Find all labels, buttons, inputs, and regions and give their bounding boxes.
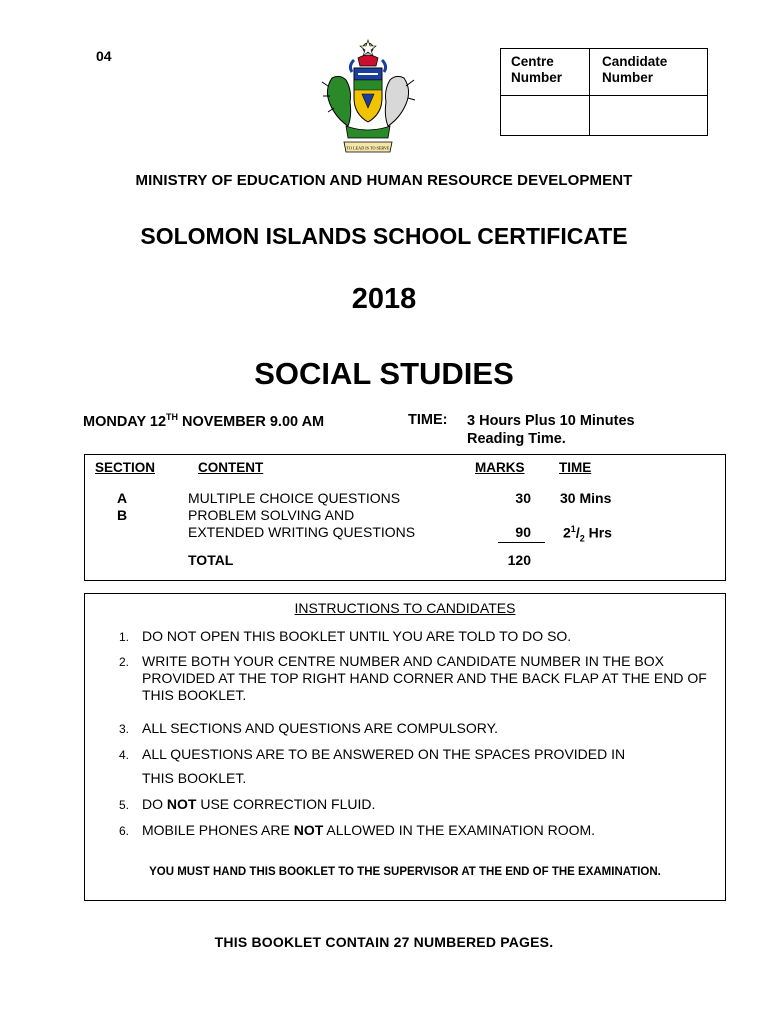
- centre-number-field[interactable]: [501, 96, 590, 135]
- svg-text:TO LEAD IS TO SERVE: TO LEAD IS TO SERVE: [346, 145, 390, 151]
- page-count-note: THIS BOOKLET CONTAIN 27 NUMBERED PAGES.: [214, 934, 554, 950]
- coat-of-arms-emblem: [318, 38, 418, 160]
- exam-time-label: TIME:: [408, 412, 448, 428]
- candidate-number-field[interactable]: [590, 96, 707, 135]
- instructions-box: INSTRUCTIONS TO CANDIDATES 1. DO NOT OPEN THIS BOOKLET UNTIL YOU ARE TOLD TO DO SO. 2. WRITE BOTH YOUR CENTRE NUMBER AND CANDIDATE NUMBER IN THE BOX PROVIDED AT THE TOP RIGHT HAND CORNER AND THE BACK FLAP AT THE END OF THIS BOOKLET. 3. ALL SECTIONS AND QUESTIONS ARE COMPULSORY. 4. ALL QUESTIONS ARE TO BE ANSWERED ON THE SPACES PROVIDED IN THIS BOOKLET. 5. DO NOT USE CORRECTION FLUID. 6. MOBILE PHONES ARE NOT ALLOWED IN THE EXAMINATION ROOM. YOU MUST HAND THIS BOOKLET TO THE SUPERVISOR AT THE END OF THE EXAMINATION.: [84, 593, 726, 901]
- row-b-section: B: [117, 507, 128, 523]
- row-b-marks: 90: [515, 524, 531, 540]
- row-b-content-line1: PROBLEM SOLVING AND: [188, 507, 355, 523]
- row-b-content-line2: EXTENDED WRITING QUESTIONS: [188, 524, 416, 540]
- instructions-note: YOU MUST HAND THIS BOOKLET TO THE SUPERVISOR AT THE END OF THE EXAMINATION.: [149, 866, 661, 878]
- exam-year: 2018: [351, 283, 417, 315]
- exam-time-value: 3 Hours Plus 10 Minutes Reading Time.: [467, 413, 635, 447]
- row-a-content: MULTIPLE CHOICE QUESTIONS: [188, 490, 401, 506]
- header-marks: MARKS: [475, 460, 525, 475]
- row-a-marks: 30: [515, 490, 531, 506]
- sun-star-icon: [360, 40, 376, 56]
- row-a-section: A: [117, 490, 128, 506]
- centre-candidate-number-box: [500, 48, 708, 136]
- marks-underline: [498, 542, 545, 543]
- exam-date: MONDAY 12TH NOVEMBER 9.00 AM: [83, 412, 325, 430]
- header-section: SECTION: [95, 460, 156, 475]
- centre-number-label: Centre Number: [501, 49, 590, 96]
- total-marks: 120: [507, 552, 531, 568]
- certificate-title: SOLOMON ISLANDS SCHOOL CERTIFICATE: [140, 223, 628, 249]
- header-content: CONTENT: [198, 460, 264, 475]
- instructions-title: INSTRUCTIONS TO CANDIDATES: [294, 600, 516, 616]
- ministry-title: MINISTRY OF EDUCATION AND HUMAN RESOURCE DEVELOPMENT: [135, 172, 633, 189]
- row-b-time: $2^1/_2$ Hrs: [563, 524, 612, 544]
- page-code: 04: [96, 48, 112, 64]
- row-a-time: 30 Mins: [560, 490, 612, 506]
- header-time: TIME: [559, 460, 592, 475]
- subject-title: SOCIAL STUDIES: [254, 356, 514, 391]
- candidate-number-label: Candidate Number: [590, 49, 707, 96]
- total-label: TOTAL: [188, 552, 234, 568]
- sections-table: [84, 454, 726, 581]
